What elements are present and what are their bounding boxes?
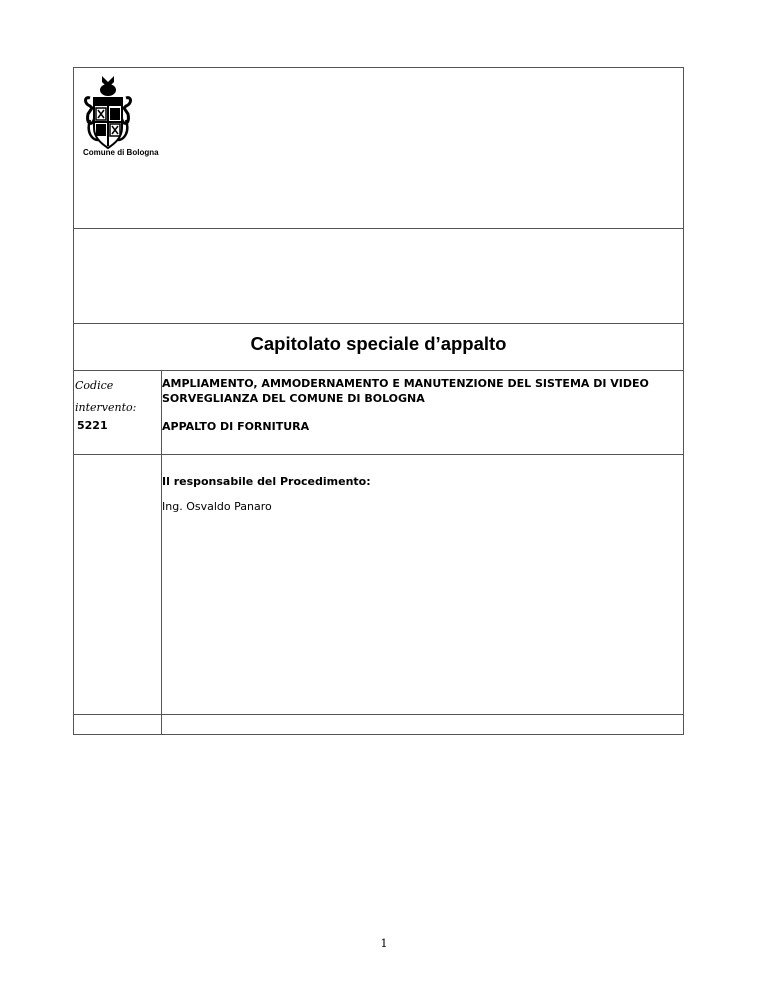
logo-caption: Comune di Bologna: [83, 148, 159, 157]
row-divider: [73, 228, 684, 229]
intervento-title: AMPLIAMENTO, AMMODERNAMENTO E MANUTENZIONE DEL SISTEMA DI VIDEO SORVEGLIANZA DEL COMUNE DI BOLOGNA: [162, 377, 649, 405]
row-divider: [73, 454, 684, 455]
responsabile-name: Ing. Osvaldo Panaro: [162, 500, 272, 513]
responsabile-label: Il responsabile del Procedimento:: [162, 475, 371, 488]
tipo-appalto: APPALTO DI FORNITURA: [162, 420, 310, 433]
codice-label: Codice intervento:: [75, 379, 137, 414]
row-divider: [73, 370, 684, 371]
coat-of-arms-logo: [80, 74, 136, 154]
document-title: Capitolato speciale d’appalto: [250, 333, 507, 354]
row-divider: [73, 714, 684, 715]
row-divider: [73, 323, 684, 324]
codice-value: 5221: [77, 419, 108, 432]
page-number: 1: [380, 937, 388, 950]
